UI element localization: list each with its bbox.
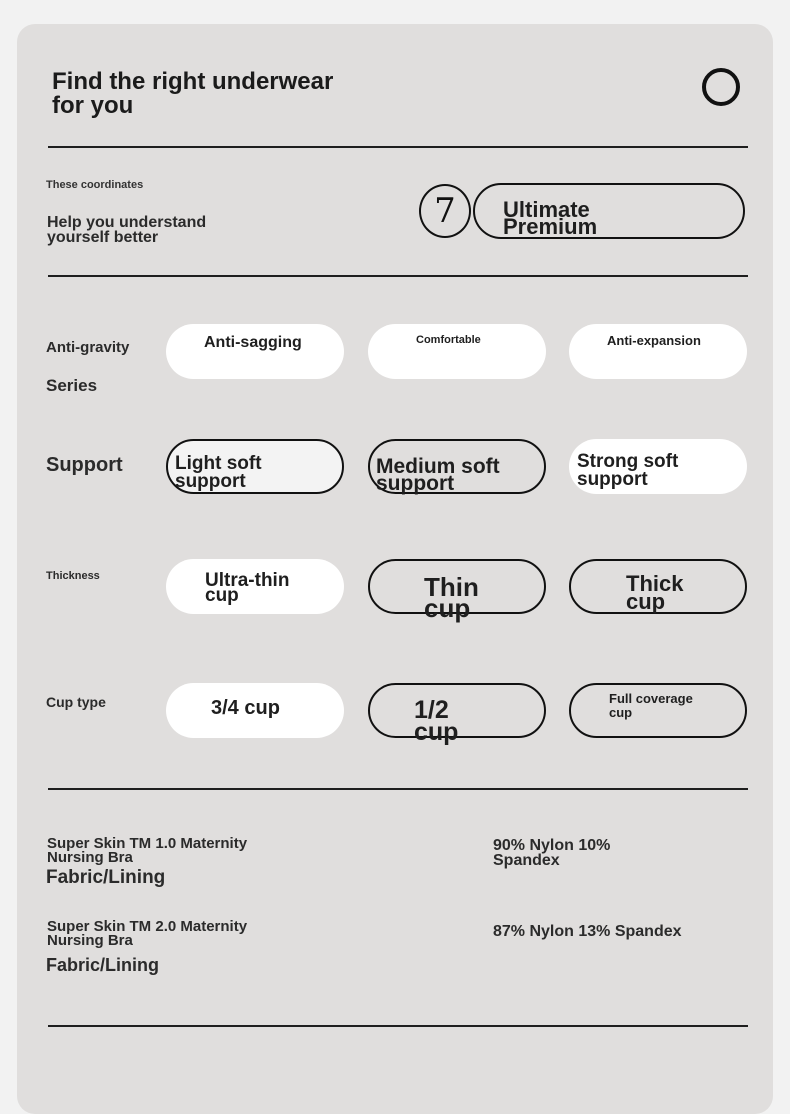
premium-button[interactable]: Ultimate Premium [473, 183, 745, 239]
number-badge: 7 [419, 184, 471, 238]
option-half-cup[interactable]: 1/2 cup [368, 683, 546, 738]
option-three-quarter-cup[interactable]: 3/4 cup [166, 683, 344, 738]
support-label: Support [46, 454, 123, 476]
circle-icon [702, 68, 740, 106]
spec-product-name: Super Skin TM 2.0 Maternity Nursing Bra [47, 918, 248, 949]
option-light-soft-support[interactable]: Light soft support [166, 439, 344, 494]
option-thick-cup[interactable]: Thick cup [569, 559, 747, 614]
series-label-top: Anti-gravity [46, 339, 130, 356]
help-text: Help you understand yourself better [47, 214, 207, 246]
option-comfortable[interactable]: Comfortable [368, 324, 546, 379]
coordinates-label: These coordinates [46, 179, 144, 191]
series-label-bottom: Series [46, 376, 98, 395]
spec-fabric-label: Fabric/Lining [46, 955, 160, 975]
divider [48, 788, 748, 790]
option-thin-cup[interactable]: Thin cup [368, 559, 546, 614]
cup-type-label: Cup type [46, 694, 106, 710]
option-strong-soft-support[interactable]: Strong soft support [569, 439, 747, 494]
option-anti-expansion[interactable]: Anti-expansion [569, 324, 747, 379]
divider [48, 146, 748, 148]
divider [48, 275, 748, 277]
spec-fabric-value: 87% Nylon 13% Spandex [493, 923, 682, 940]
option-ultra-thin-cup[interactable]: Ultra-thin cup [166, 559, 344, 614]
option-anti-sagging[interactable]: Anti-sagging [166, 324, 344, 379]
spec-product-name: Super Skin TM 1.0 Maternity Nursing Bra [47, 835, 248, 866]
option-medium-soft-support[interactable]: Medium soft support [368, 439, 546, 494]
thickness-label: Thickness [46, 570, 100, 582]
option-full-coverage-cup[interactable]: Full coverage cup [569, 683, 747, 738]
page-title: Find the right underwear for you [52, 68, 334, 119]
divider [48, 1025, 748, 1027]
spec-fabric-value: 90% Nylon 10% Spandex [493, 837, 611, 869]
spec-fabric-label: Fabric/Lining [46, 867, 166, 888]
